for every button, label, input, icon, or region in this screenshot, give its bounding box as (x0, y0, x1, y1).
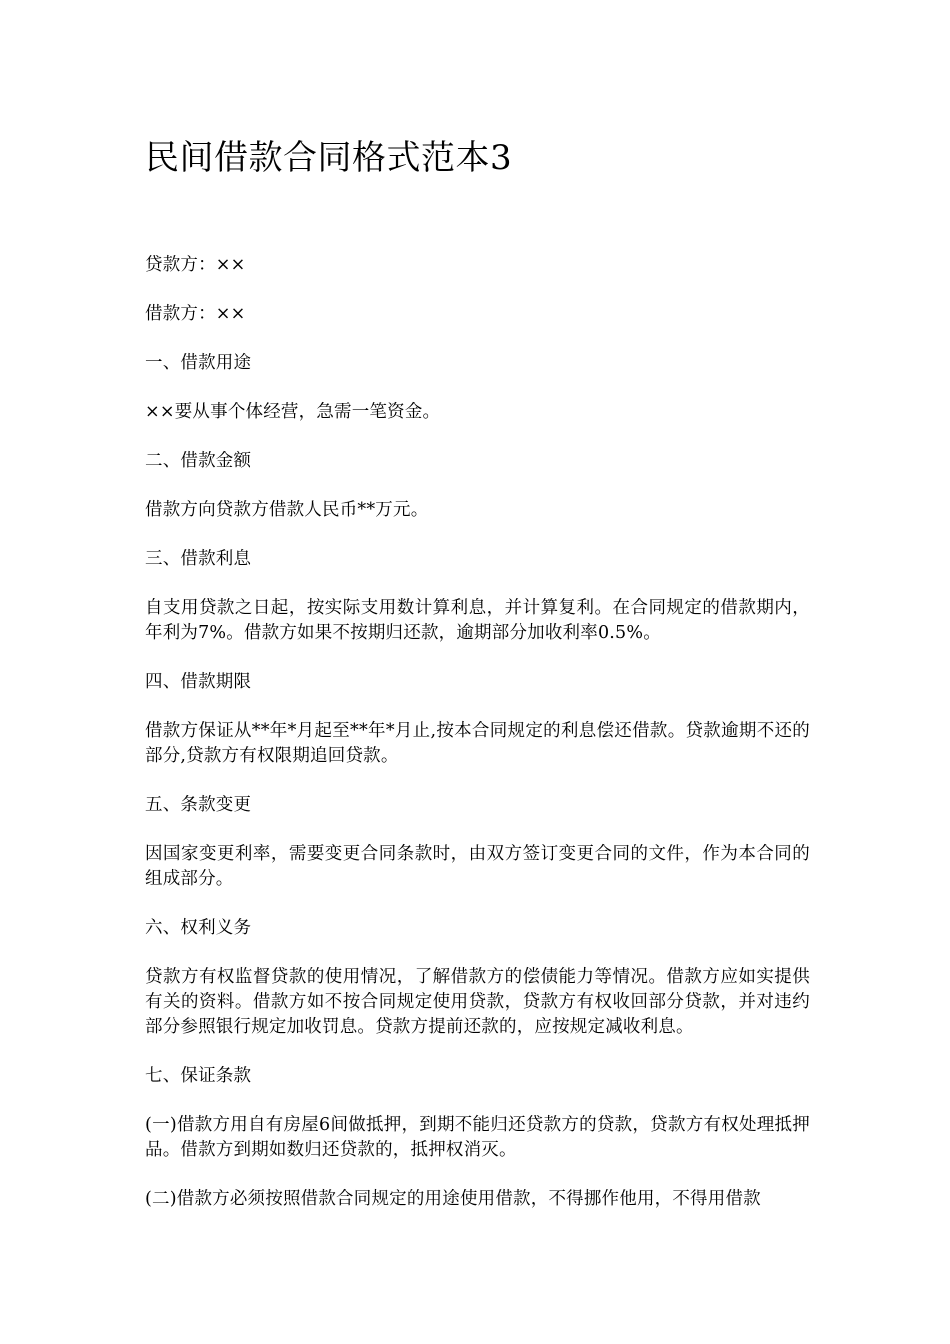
section-text-purpose: ××要从事个体经营，急需一笔资金。 (145, 402, 441, 422)
borrower-line: 借款方：×× (145, 304, 246, 324)
section-text-amendment: 因国家变更利率，需要变更合同条款时，由双方签订变更合同的文件，作为本合同的组成部分。 (145, 844, 810, 889)
section-text-term: 借款方保证从**年*月起至**年*月止,按本合同规定的利息偿还借款。贷款逾期不还的部分,贷款方有权限期追回贷款。 (145, 721, 810, 766)
section-heading-term: 四、借款期限 (145, 672, 252, 692)
section-text-guarantee-2: (二)借款方必须按照借款合同规定的用途使用借款，不得挪作他用，不得用借款 (145, 1189, 761, 1209)
section-heading-rights: 六、权利义务 (145, 918, 252, 938)
section-heading-amendment: 五、条款变更 (145, 795, 252, 815)
section-heading-amount: 二、借款金额 (145, 451, 252, 471)
section-heading-interest: 三、借款利息 (145, 549, 252, 569)
document-body (145, 253, 810, 1236)
document-title: 民间借款合同格式范本3 (145, 138, 513, 178)
section-text-interest: 自支用贷款之日起，按实际支用数计算利息，并计算复利。在合同规定的借款期内，年利为7%。借款方如果不按期归还款，逾期部分加收利率0.5%。 (145, 598, 810, 643)
section-text-guarantee-1: (一)借款方用自有房屋6间做抵押，到期不能归还贷款方的贷款，贷款方有权处理抵押品。借款方到期如数归还贷款的，抵押权消灭。 (145, 1115, 810, 1160)
section-heading-guarantee: 七、保证条款 (145, 1066, 252, 1086)
section-text-amount: 借款方向贷款方借款人民币**万元。 (145, 500, 429, 520)
section-text-rights: 贷款方有权监督贷款的使用情况，了解借款方的偿债能力等情况。借款方应如实提供有关的资料。借款方如不按合同规定使用贷款，贷款方有权收回部分贷款，并对违约部分参照银行规定加收罚息。贷款方提前还款的，应按规定减收利息。 (145, 967, 810, 1037)
lender-line: 贷款方：×× (145, 255, 246, 275)
section-heading-purpose: 一、借款用途 (145, 353, 252, 373)
